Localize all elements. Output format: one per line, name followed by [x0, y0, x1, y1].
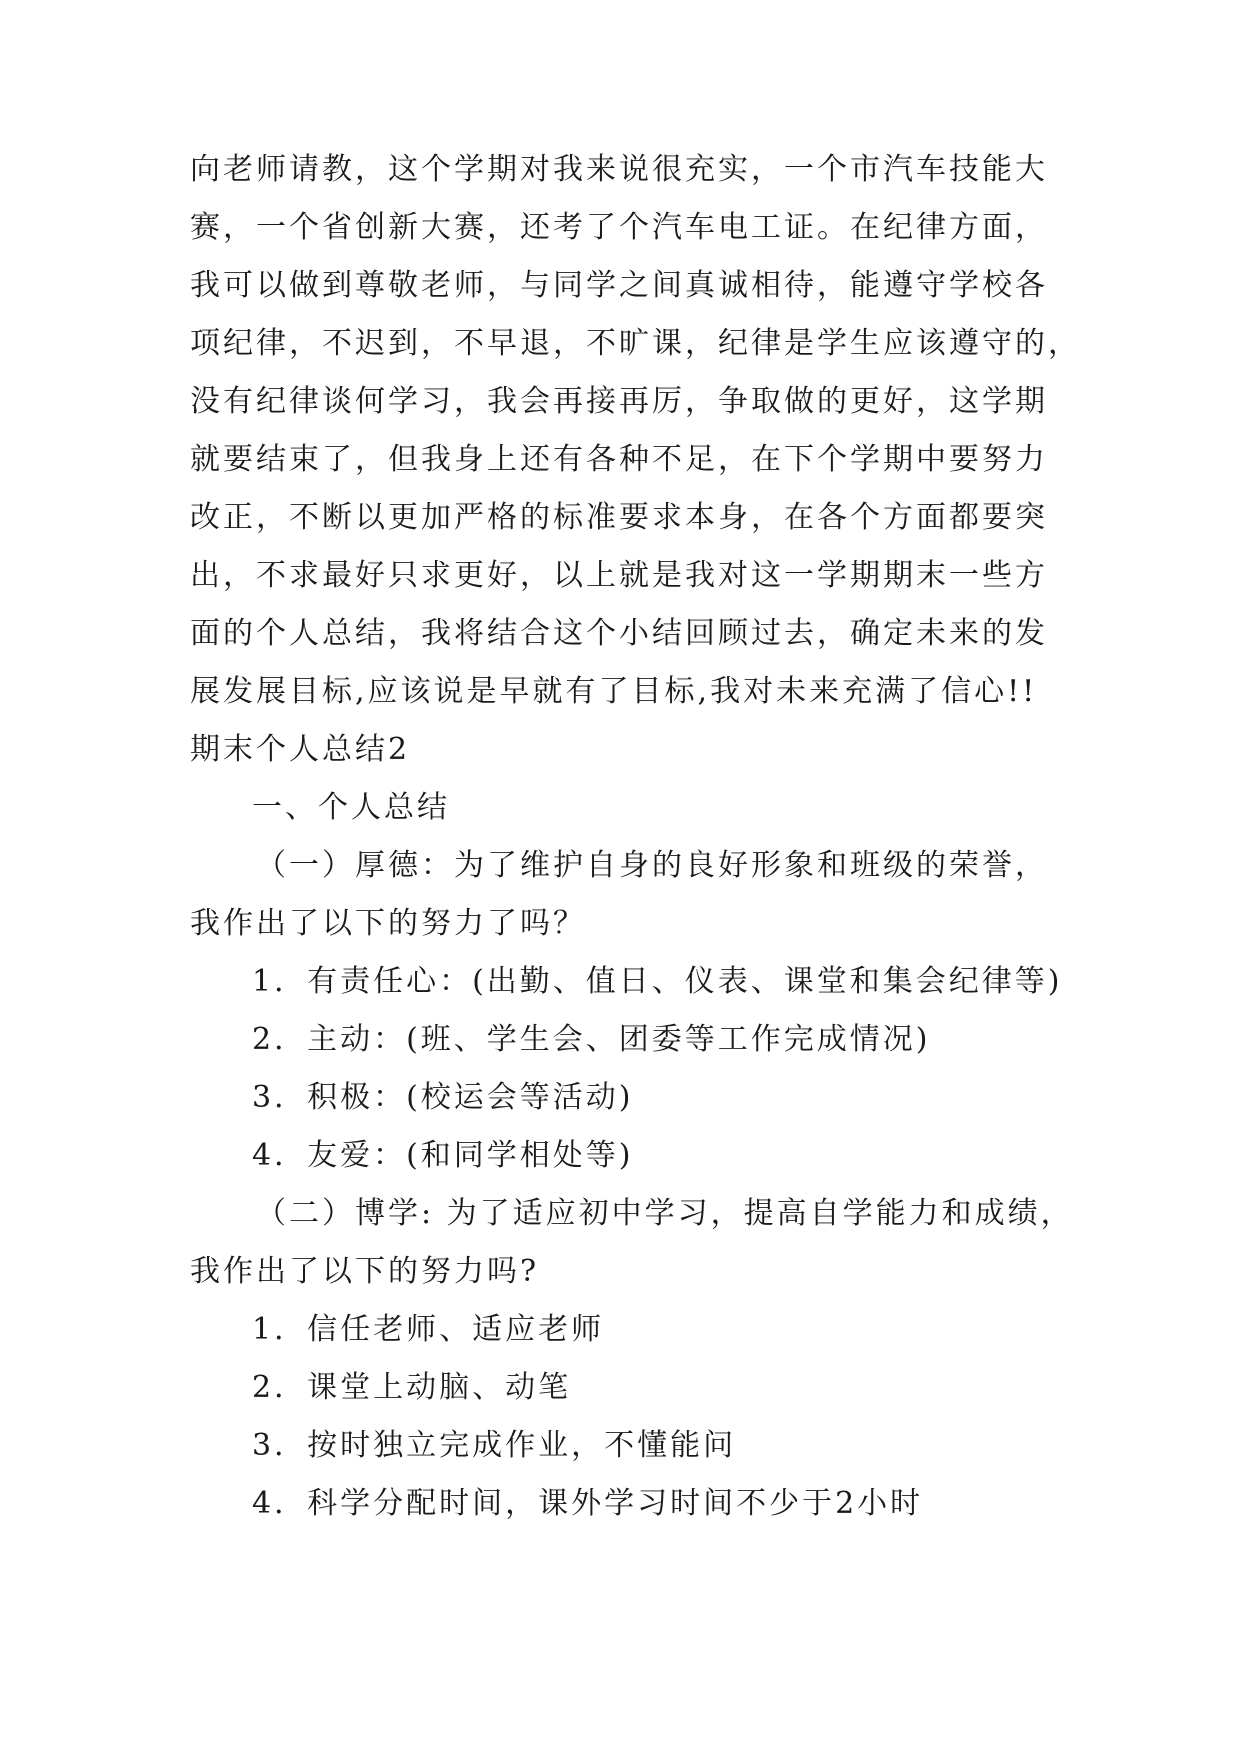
paragraph-line: 我可以做到尊敬老师，与同学之间真诚相待，能遵守学校各 [190, 268, 1048, 303]
list-item: 4．科学分配时间，课外学习时间不少于2小时 [252, 1486, 924, 1521]
paragraph-line: 改正，不断以更加严格的标准要求本身，在各个方面都要突 [190, 500, 1048, 535]
list-item: 3．按时独立完成作业，不懂能问 [252, 1428, 737, 1463]
paragraph-line: 展发展目标,应该说是早就有了目标,我对未来充满了信心!! [190, 674, 1038, 709]
subsection-heading: （一）厚德：为了维护自身的良好形象和班级的荣誉， [256, 848, 1048, 883]
list-item: 1．信任老师、适应老师 [252, 1312, 605, 1347]
list-item: 3．积极：(校运会等活动) [252, 1080, 634, 1115]
list-item: 4．友爱：(和同学相处等) [252, 1138, 634, 1173]
document-title: 期末个人总结2 [190, 732, 411, 767]
list-item: 1．有责任心：(出勤、值日、仪表、课堂和集会纪律等) [252, 964, 1063, 999]
paragraph-line: 向老师请教，这个学期对我来说很充实，一个市汽车技能大 [190, 152, 1048, 187]
list-item: 2．课堂上动脑、动笔 [252, 1370, 572, 1405]
subsection-heading-continued: 我作出了以下的努力吗? [190, 1254, 540, 1289]
list-item: 2．主动：(班、学生会、团委等工作完成情况) [252, 1022, 931, 1057]
paragraph-line: 赛，一个省创新大赛，还考了个汽车电工证。在纪律方面， [190, 210, 1048, 245]
paragraph-line: 面的个人总结，我将结合这个小结回顾过去，确定未来的发 [190, 616, 1048, 651]
paragraph-line: 项纪律，不迟到，不早退，不旷课，纪律是学生应该遵守的， [190, 326, 1081, 361]
paragraph-line: 就要结束了，但我身上还有各种不足，在下个学期中要努力 [190, 442, 1048, 477]
subsection-heading: （二）博学: 为了适应初中学习，提高自学能力和成绩， [256, 1196, 1074, 1231]
section-heading: 一、个人总结 [252, 790, 450, 825]
paragraph-line: 没有纪律谈何学习，我会再接再厉，争取做的更好，这学期 [190, 384, 1048, 419]
paragraph-line: 出，不求最好只求更好，以上就是我对这一学期期末一些方 [190, 558, 1048, 593]
subsection-heading-continued: 我作出了以下的努力了吗？ [190, 906, 586, 941]
